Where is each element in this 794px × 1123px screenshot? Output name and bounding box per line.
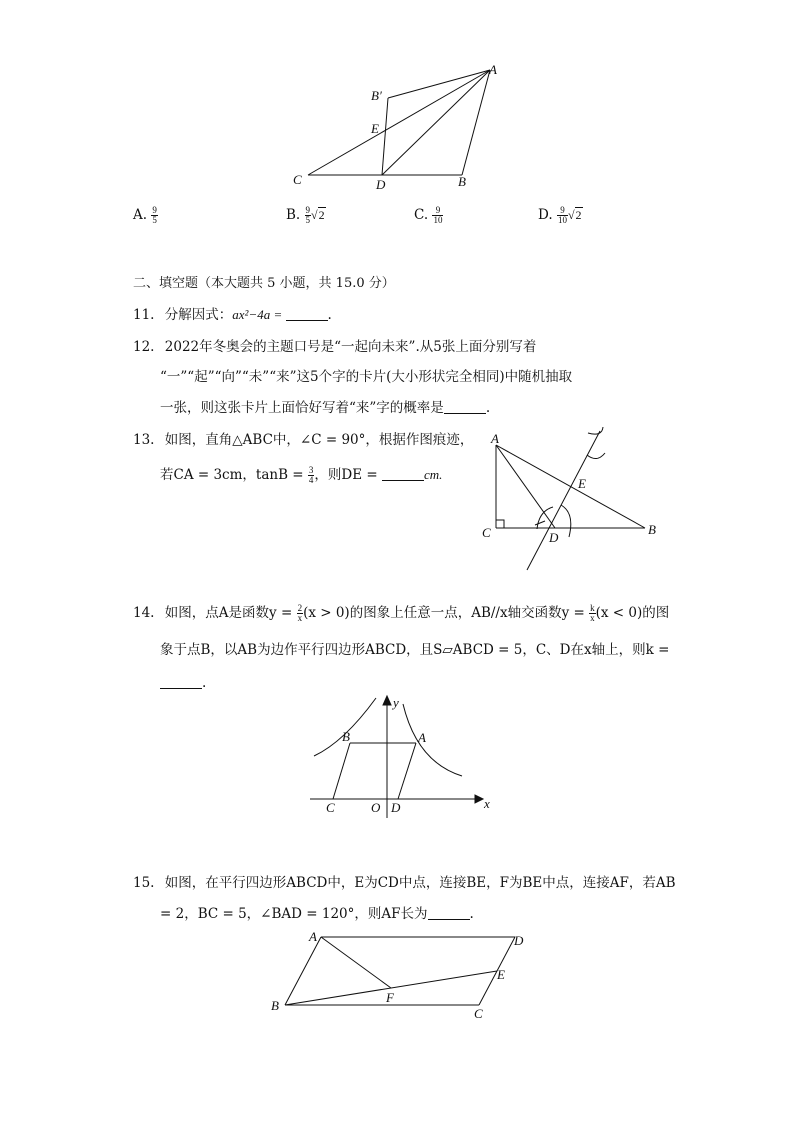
- denominator: 5: [305, 215, 311, 225]
- option-fraction: [432, 206, 443, 225]
- section-heading: 二、填空题（本大题共 5 小题，共 15.0 分）: [133, 276, 395, 291]
- question-number: 13.: [133, 432, 155, 448]
- point-label-A: A: [489, 62, 497, 77]
- denominator: 4: [308, 475, 314, 485]
- option-d: [538, 205, 583, 225]
- point-label-A: A: [491, 431, 499, 446]
- point-label-A: A: [309, 929, 317, 944]
- answer-blank: [444, 399, 486, 414]
- axis-label-y: y: [393, 695, 399, 710]
- question-text: (x < 0)的图: [595, 605, 670, 621]
- point-label-D: D: [549, 530, 559, 545]
- point-label-B: B: [648, 522, 656, 537]
- question-number: 15.: [133, 875, 155, 891]
- answer-blank: [286, 306, 328, 321]
- denominator: 10: [433, 215, 443, 225]
- point-label-E: E: [497, 967, 505, 982]
- period: .: [485, 400, 491, 416]
- numerator: k: [590, 603, 595, 613]
- sqrt-symbol: √2: [311, 208, 325, 222]
- numerator: 9: [432, 206, 443, 216]
- question-11: [133, 305, 332, 325]
- question-13-line1: [133, 430, 473, 450]
- option-fraction: [151, 206, 158, 225]
- figure-q15: [265, 925, 535, 1020]
- numerator: 9: [557, 206, 568, 216]
- option-letter: C.: [414, 207, 429, 223]
- question-13-line2: [160, 465, 442, 485]
- figure-q14: [300, 690, 500, 820]
- numerator: 3: [308, 465, 314, 475]
- option-c: [414, 205, 443, 225]
- point-label-E: E: [578, 476, 586, 491]
- answer-blank: [160, 674, 202, 689]
- option-b: [286, 205, 326, 225]
- question-text: 如图，在平行四边形ABCD中，E为CD中点，连接BE，F为BE中点，连接AF，若AB: [164, 875, 676, 891]
- point-label-O: O: [371, 800, 381, 815]
- denominator: x: [590, 613, 595, 623]
- question-12-line2: “一”“起”“向”“未”“来”这5个字的卡片(大小形状完全相同)中随机抽取: [160, 369, 573, 385]
- option-letter: B.: [286, 207, 301, 223]
- question-12-line1: [133, 337, 536, 357]
- question-text: 若CA = 3cm，tanB =: [160, 467, 308, 483]
- question-number: 12.: [133, 339, 155, 355]
- question-text: 2022年冬奥会的主题口号是“一起向未来”.从5张上面分别写着: [164, 339, 537, 355]
- option-letter: A.: [133, 207, 148, 223]
- question-14-line1: [133, 603, 669, 623]
- point-label-B-prime: B′: [371, 88, 382, 103]
- point-label-B: B: [342, 729, 350, 744]
- figure-q13: [475, 425, 670, 575]
- question-15-line2: [160, 904, 474, 924]
- question-text: = 2，BC = 5，∠BAD = 120°，则AF长为: [160, 906, 428, 922]
- option-fraction: [557, 206, 568, 225]
- answer-blank: [428, 905, 470, 920]
- denominator: x: [297, 613, 303, 623]
- point-label-C: C: [474, 1006, 483, 1020]
- point-label-D: D: [376, 177, 386, 192]
- point-label-F: F: [386, 990, 394, 1005]
- point-label-C: C: [326, 800, 335, 815]
- question-text: 如图，直角△ABC中，∠C = 90°，根据作图痕迹，: [164, 432, 474, 448]
- point-label-B: B: [458, 174, 466, 189]
- question-number: 14.: [133, 605, 155, 621]
- sqrt-symbol: √2: [567, 208, 582, 222]
- question-15-line1: [133, 873, 676, 893]
- point-label-E: E: [371, 121, 379, 136]
- period: .: [202, 675, 207, 691]
- numerator: 9: [305, 205, 311, 215]
- denominator: 10: [557, 215, 567, 225]
- point-label-D: D: [391, 800, 401, 815]
- point-label-C: C: [293, 172, 302, 187]
- answer-blank: [382, 466, 424, 481]
- question-14-line2: 象于点B，以AB为边作平行四边形ABCD，且S▱ABCD = 5，C、D在x轴上，则k =: [160, 642, 670, 658]
- point-label-C: C: [482, 525, 491, 540]
- radicand: 2: [575, 208, 582, 222]
- radicand: 2: [318, 208, 325, 222]
- figure-q10: [280, 60, 520, 195]
- question-text: 分解因式：: [164, 307, 233, 323]
- point-label-A: A: [418, 730, 426, 745]
- denominator: 5: [152, 215, 157, 225]
- option-letter: D.: [538, 207, 553, 223]
- question-text: 如图，点A是函数y =: [164, 605, 297, 621]
- question-14-line3: [160, 673, 206, 693]
- question-number: 11.: [133, 307, 155, 323]
- point-label-D: D: [514, 933, 524, 948]
- numerator: 2: [297, 603, 303, 613]
- question-text: ，则DE =: [314, 467, 382, 483]
- period: .: [327, 307, 332, 323]
- axis-label-x: x: [484, 796, 490, 811]
- option-a: [133, 205, 158, 225]
- period: .: [469, 906, 474, 922]
- numerator: 9: [152, 205, 157, 215]
- question-text: (x > 0)的图象上任意一点，AB//x轴交函数y =: [303, 605, 590, 621]
- question-text: 一张，则这张卡片上面恰好写着“来”字的概率是: [160, 400, 444, 416]
- point-label-B: B: [271, 998, 279, 1013]
- math-expression: ax²−4a =: [232, 307, 286, 322]
- question-12-line3: [160, 398, 490, 418]
- unit: cm.: [424, 467, 443, 482]
